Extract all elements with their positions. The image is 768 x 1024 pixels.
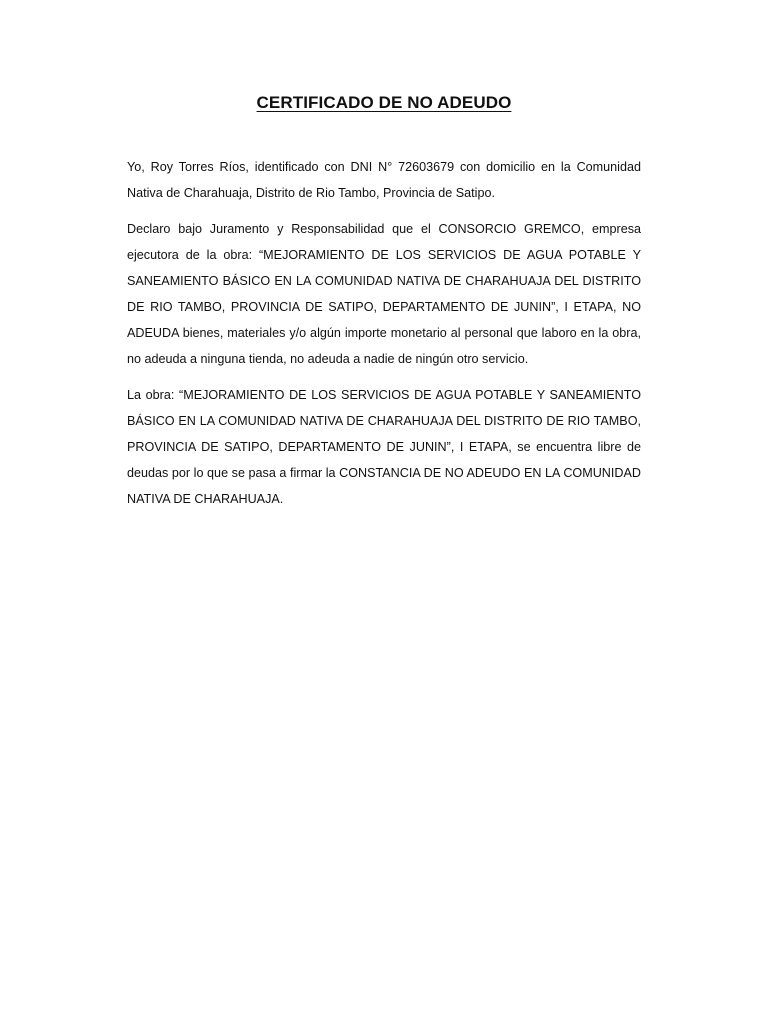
paragraph-identification: Yo, Roy Torres Ríos, identificado con DNI N° 72603679 con domicilio en la Comunidad Nativa de Charahuaja, Distrito de Rio Tambo, Provincia de Satipo.: [127, 160, 641, 200]
document-title: CERTIFICADO DE NO ADEUDO: [256, 93, 512, 112]
paragraph-declaration: Declaro bajo Juramento y Responsabilidad que el CONSORCIO GREMCO, empresa ejecutora de la obra: “MEJORAMIENTO DE LOS SERVICIOS DE AGUA POTABLE Y SANEAMIENTO BÁSICO EN LA COMUNIDAD NATIVA DE CHARAHUAJA DEL DISTRITO DE RIO TAMBO, PROVINCIA DE SATIPO, DEPARTAMENTO DE JUNIN”, I ETAPA, NO ADEUDA bienes, materiales y/o algún importe monetario al personal que laboro en la obra, no adeuda a ninguna tienda, no adeuda a nadie de ningún otro servicio.: [127, 222, 641, 366]
paragraph-conclusion: La obra: “MEJORAMIENTO DE LOS SERVICIOS DE AGUA POTABLE Y SANEAMIENTO BÁSICO EN LA COMUNIDAD NATIVA DE CHARAHUAJA DEL DISTRITO DE RIO TAMBO, PROVINCIA DE SATIPO, DEPARTAMENTO DE JUNIN”, I ETAPA, se encuentra libre de deudas por lo que se pasa a firmar la CONSTANCIA DE NO ADEUDO EN LA COMUNIDAD NATIVA DE CHARAHUAJA.: [127, 388, 641, 506]
